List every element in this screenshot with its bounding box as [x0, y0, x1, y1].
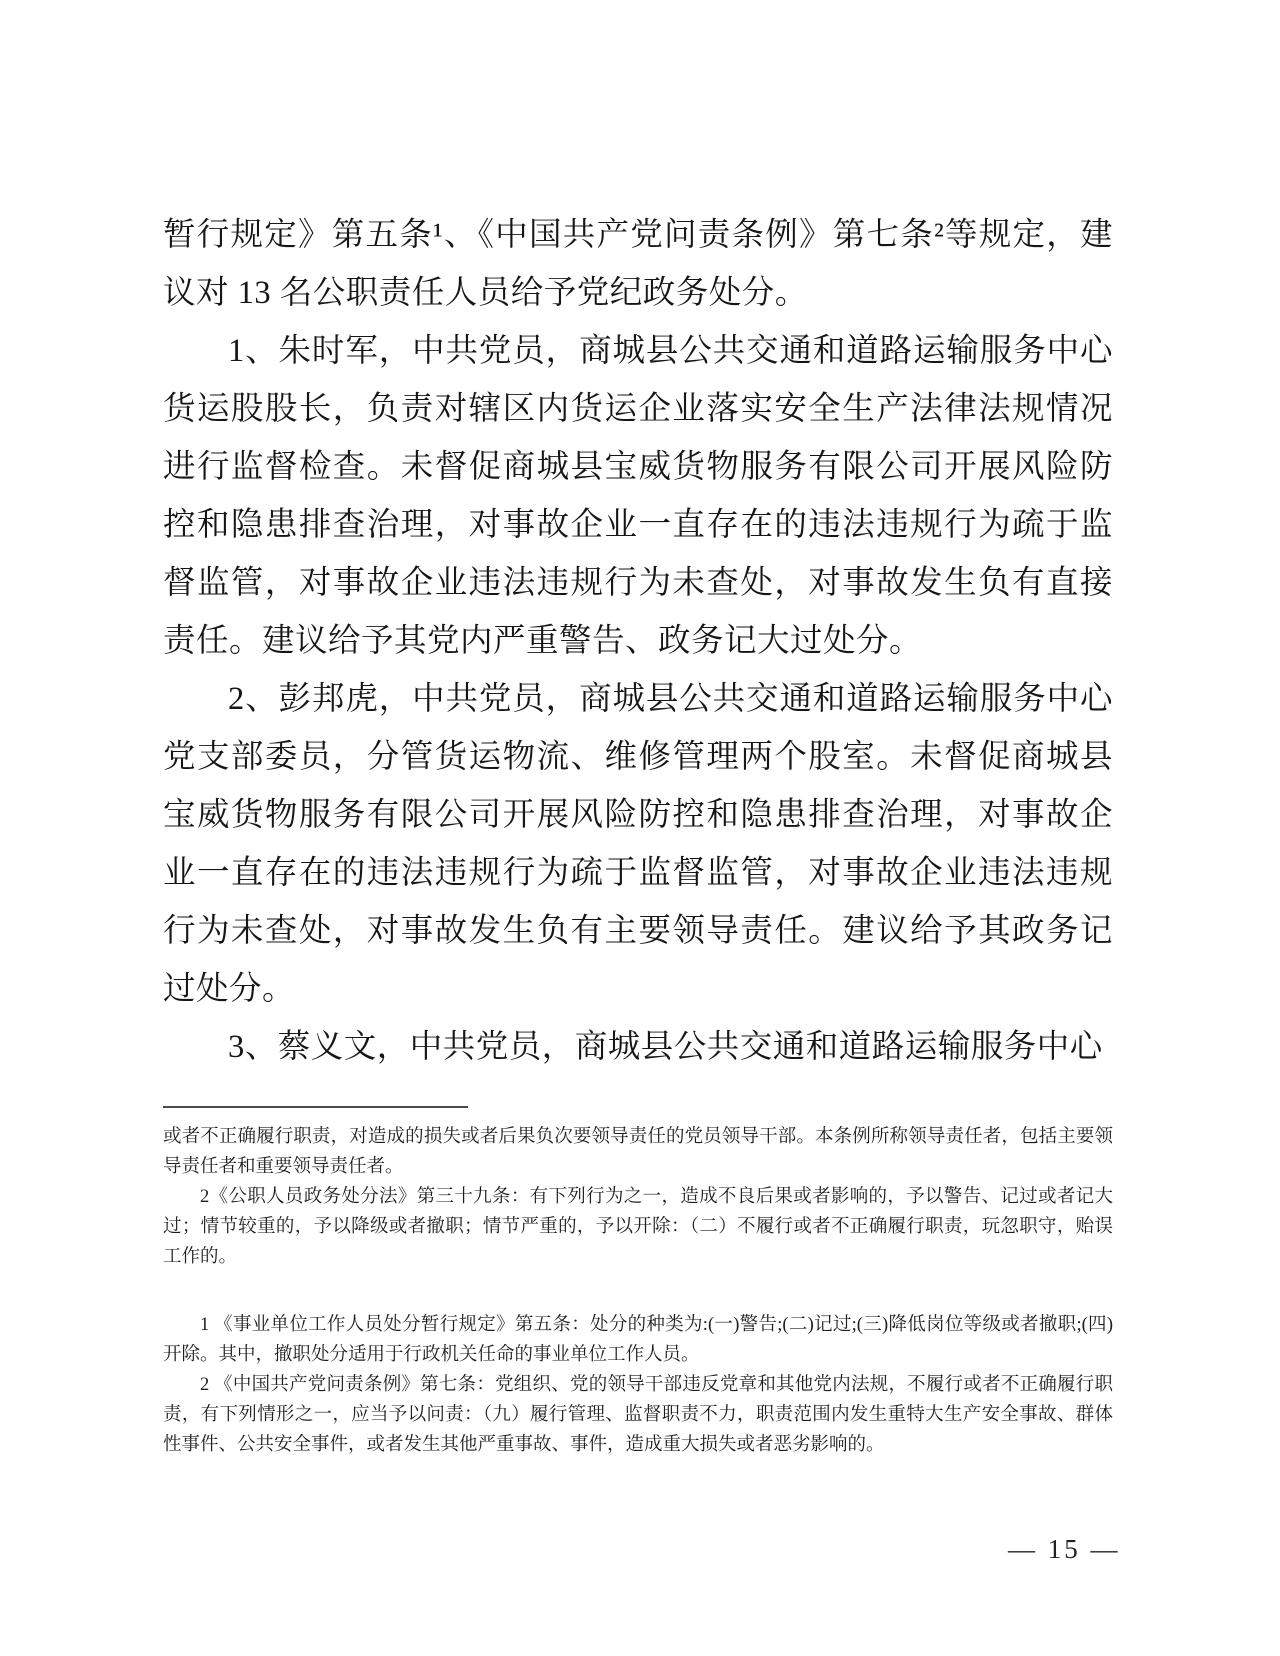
footnote-wenze-tiaoli: 2 《中国共产党问责条例》第七条：党组织、党的领导干部违反党章和其他党内法规，不履行或者不正确履行职责，有下列情形之一，应当予以问责：（九）履行管理、监督职责不力，职责范围内发生重特大生产安全事故、群体性事件、公共安全事件，或者发生其他严重事故、事件，造成重大损失或者恶劣影响的。 — [163, 1375, 1113, 1455]
footnote-shiye-danwei: 1 《事业单位工作人员处分暂行规定》第五条：处分的种类为:(一)警告;(二)记过;(三)降低岗位等级或者撤职;(四)开除。其中，撤职处分适用于行政机关任命的事业单位工作人员。 — [163, 1315, 1113, 1365]
page-number: — 15 — — [1008, 1534, 1121, 1564]
body-paragraph-person-1: 1、朱时军，中共党员，商城县公共交通和道路运输服务中心货运股股长，负责对辖区内货运企业落实安全生产法律法规情况进行监督检查。未督促商城县宝威货物服务有限公司开展风险防控和隐患排查治理，对事故企业一直存在的违法违规行为疏于监督监管，对事故企业违法违规行为未查处，对事故发生负有直接责任。建议给予其党内严重警告、政务记大过处分。 — [163, 333, 1113, 659]
footnote-block-2 — [163, 1310, 1113, 1460]
footnote-continuation: 或者不正确履行职责，对造成的损失或者后果负次要领导责任的党员领导干部。本条例所称领导责任者，包括主要领导责任者和重要领导责任者。 — [163, 1127, 1113, 1177]
body-paragraph-continuation: 暂行规定》第五条¹、《中国共产党问责条例》第七条²等规定，建议对 13 名公职责任人员给予党纪政务处分。 — [163, 217, 1113, 311]
footnote-separator-rule — [163, 1106, 468, 1108]
body-paragraph-person-3: 3、蔡义文，中共党员，商城县公共交通和道路运输服务中心 — [228, 1029, 1103, 1065]
footnote-gongzhi-chufenfa: 2《公职人员政务处分法》第三十九条：有下列行为之一，造成不良后果或者影响的，予以警告、记过或者记大过；情节较重的，予以降级或者撤职；情节严重的，予以开除：（二）不履行或者不正确履行职责，玩忽职守，贻误工作的。 — [163, 1187, 1113, 1267]
footnote-block-1 — [163, 1122, 1113, 1272]
body-text — [163, 206, 1113, 1076]
body-paragraph-person-2: 2、彭邦虎，中共党员，商城县公共交通和道路运输服务中心党支部委员，分管货运物流、维修管理两个股室。未督促商城县宝威货物服务有限公司开展风险防控和隐患排查治理，对事故企业一直存在的违法违规行为疏于监督监管，对事故企业违法违规行为未查处，对事故发生负有主要领导责任。建议给予其政务记过处分。 — [163, 681, 1113, 1007]
